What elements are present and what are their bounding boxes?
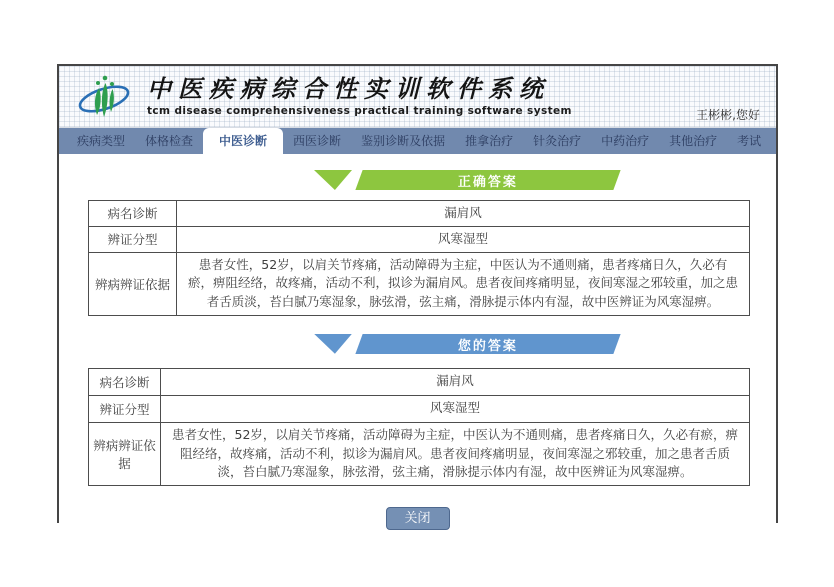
close-button[interactable]: 关闭 xyxy=(386,507,450,530)
row-value: 风寒湿型 xyxy=(177,226,750,252)
content-area xyxy=(59,154,776,526)
row-label: 辨证分型 xyxy=(89,395,161,422)
banner-band xyxy=(355,170,620,190)
footer-actions xyxy=(59,507,776,530)
row-label: 病名诊断 xyxy=(89,201,177,227)
nav-bar xyxy=(59,128,776,154)
tab-exam[interactable]: 考试 xyxy=(737,134,762,148)
row-value: 风寒湿型 xyxy=(161,395,750,422)
app-window xyxy=(57,64,778,526)
tab-physical-exam[interactable]: 体格检查 xyxy=(145,134,194,148)
tab-tcm-diagnosis[interactable]: 中医诊断 xyxy=(203,128,283,154)
table-row xyxy=(89,252,750,315)
row-value: 漏肩风 xyxy=(177,201,750,227)
table-row xyxy=(89,368,750,395)
app-subtitle: tcm disease comprehensiveness practical training software system xyxy=(147,104,572,117)
title-block xyxy=(147,76,572,116)
correct-answer-banner-label: 正确答案 xyxy=(457,174,518,190)
correct-answer-banner xyxy=(107,154,824,190)
table-row xyxy=(89,201,750,227)
row-label: 辨病辨证依据 xyxy=(89,252,177,315)
tab-other-treatment[interactable]: 其他治疗 xyxy=(669,134,718,148)
your-answer-banner xyxy=(107,316,824,354)
tab-tuina-treatment[interactable]: 推拿治疗 xyxy=(465,134,514,148)
tab-herbal-treatment[interactable]: 中药治疗 xyxy=(601,134,650,148)
app-title: 中医疾病综合性实训软件系统 xyxy=(147,74,550,104)
row-value: 患者女性，52岁，以肩关节疼痛，活动障碍为主症，中医认为不通则痛，患者疼痛日久，久必有瘀，痹阻经络，故疼痛，活动不利，拟诊为漏肩风。患者夜间疼痛明显，夜间寒湿之邪较重，加之患者舌质淡，苔白腻乃寒湿象，脉弦滑，弦主痛，滑脉提示体内有湿，故中医辨证为风寒湿痹。 xyxy=(177,252,750,315)
app-header xyxy=(59,66,776,128)
your-answer-table xyxy=(88,368,750,486)
tab-western-diagnosis[interactable]: 西医诊断 xyxy=(293,134,342,148)
table-row xyxy=(89,422,750,485)
down-arrow-icon xyxy=(314,170,352,190)
your-answer-banner-label: 您的答案 xyxy=(457,338,518,354)
tcm-leaf-logo-icon xyxy=(77,73,131,121)
correct-answer-table xyxy=(88,200,750,316)
banner-band xyxy=(355,334,620,354)
down-arrow-icon xyxy=(314,334,352,354)
row-label: 病名诊断 xyxy=(89,368,161,395)
row-value: 漏肩风 xyxy=(161,368,750,395)
row-label: 辨证分型 xyxy=(89,226,177,252)
tab-differential-diagnosis[interactable]: 鉴别诊断及依据 xyxy=(361,134,446,148)
tab-acupuncture-treatment[interactable]: 针灸治疗 xyxy=(533,134,582,148)
tab-disease-type[interactable]: 疾病类型 xyxy=(77,134,126,148)
table-row xyxy=(89,226,750,252)
row-value: 患者女性，52岁，以肩关节疼痛，活动障碍为主症，中医认为不通则痛，患者疼痛日久，久必有瘀，痹阻经络，故疼痛，活动不利，拟诊为漏肩风。患者夜间疼痛明显，夜间寒湿之邪较重，加之患者舌质淡，苔白腻乃寒湿象，脉弦滑，弦主痛，滑脉提示体内有湿，故中医辨证为风寒湿痹。 xyxy=(161,422,750,485)
row-label: 辨病辨证依据 xyxy=(89,422,161,485)
table-row xyxy=(89,395,750,422)
user-greeting: 王彬彬,您好 xyxy=(696,108,760,122)
